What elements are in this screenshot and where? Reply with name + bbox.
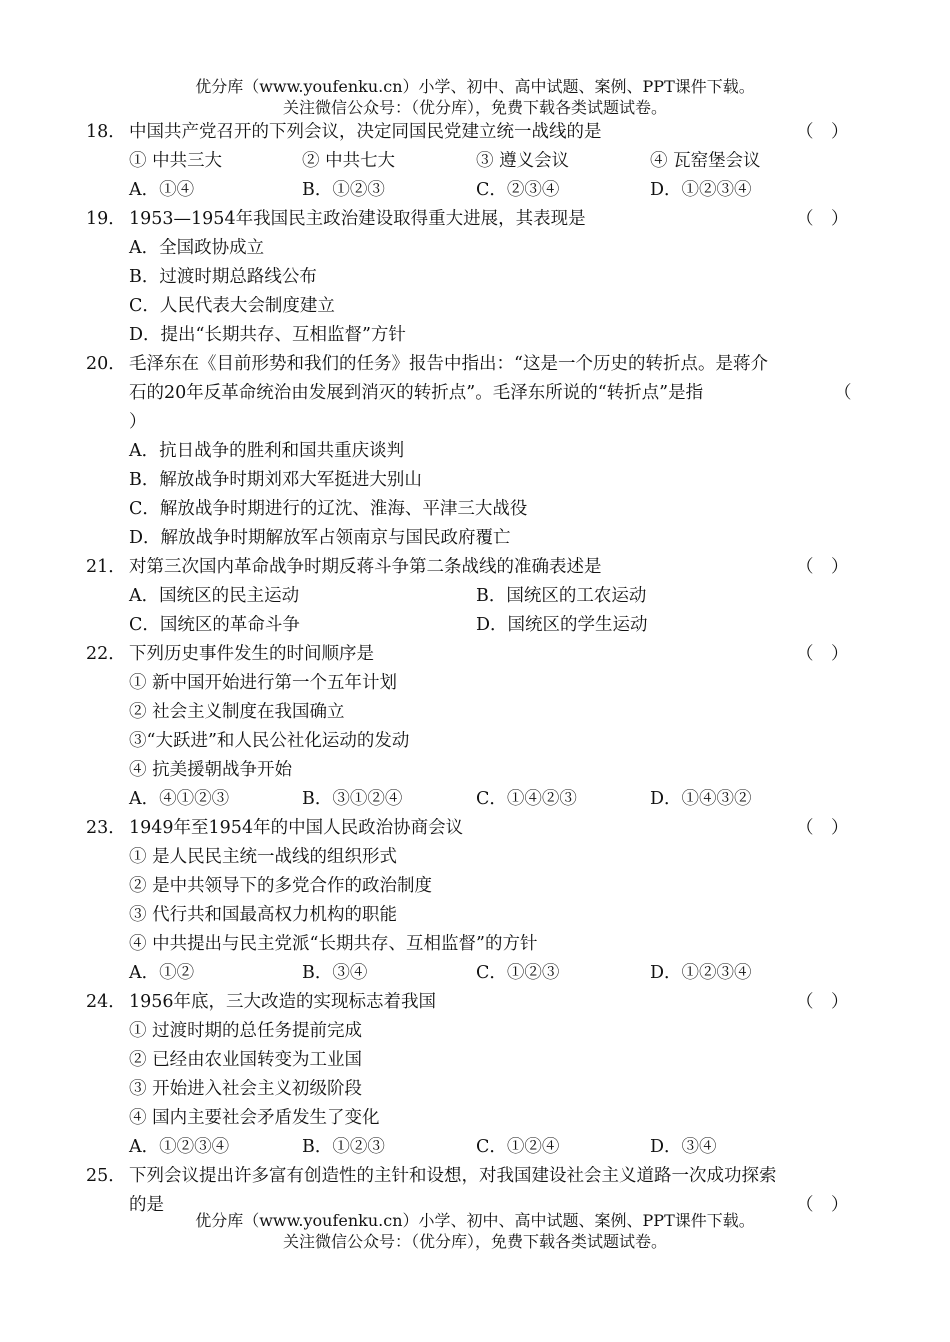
option-d: D．①②③④	[650, 963, 752, 983]
item	[0, 698, 950, 727]
question-19-stem	[0, 205, 950, 234]
item	[0, 669, 950, 698]
question-number: 19．	[86, 209, 126, 229]
item	[0, 727, 950, 756]
question-text: 毛泽东在《目前形势和我们的任务》报告中指出：“这是一个历史的转折点。是蒋介	[129, 354, 768, 374]
item: ① 中共三大	[129, 151, 223, 171]
item-text: ③“大跃进”和人民公社化运动的发动	[129, 731, 410, 751]
item	[0, 1017, 950, 1046]
option-b: B．①②③	[302, 180, 385, 200]
option-a: A．①②③④	[129, 1137, 230, 1157]
option-text: B．过渡时期总路线公布	[129, 267, 317, 287]
question-21-options-row-1	[0, 582, 950, 611]
option-a: A．①②	[129, 963, 195, 983]
option-b: B．①②③	[302, 1137, 385, 1157]
option-b	[0, 263, 950, 292]
option-c: C．国统区的革命斗争	[129, 615, 300, 635]
question-number: 23．	[86, 818, 126, 838]
option-a: A．国统区的民主运动	[129, 586, 300, 606]
option-d	[0, 524, 950, 553]
question-number: 20．	[86, 354, 126, 374]
item	[0, 756, 950, 785]
option-text: C．人民代表大会制度建立	[129, 296, 335, 316]
option-d: D．①②③④	[650, 180, 752, 200]
question-22-options	[0, 785, 950, 814]
question-text: 1953—1954年我国民主政治建设取得重大进展，其表现是	[129, 209, 586, 229]
item	[0, 930, 950, 959]
question-text: 石的20年反革命统治由发展到消灭的转折点”。毛泽东所说的“转折点”是指	[129, 383, 704, 403]
answer-blank: （ ）	[796, 818, 849, 838]
question-20-stem	[0, 350, 950, 379]
question-number: 22．	[86, 644, 126, 664]
answer-blank: （ ）	[796, 557, 849, 577]
item-text: ② 社会主义制度在我国确立	[129, 702, 345, 722]
option-d: D．③④	[650, 1137, 717, 1157]
question-24-stem	[0, 988, 950, 1017]
answer-blank: （ ）	[796, 992, 849, 1012]
question-text: 下列会议提出许多富有创造性的主针和设想，对我国建设社会主义道路一次成功探索	[129, 1166, 777, 1186]
header-line-1: 优分库（www.youfenku.cn）小学、初中、高中试题、案例、PPT课件下载。	[195, 77, 755, 96]
question-20-stem-cont	[0, 379, 950, 408]
answer-blank: （ ）	[796, 1195, 849, 1215]
question-text: 中国共产党召开的下列会议，决定同国民党建立统一战线的是	[129, 122, 602, 142]
footer-line-1: 优分库（www.youfenku.cn）小学、初中、高中试题、案例、PPT课件下载。	[195, 1211, 755, 1230]
answer-blank: （ ）	[796, 122, 849, 142]
item-text: ① 过渡时期的总任务提前完成	[129, 1021, 363, 1041]
option-b: B．③①②④	[302, 789, 403, 809]
question-text: 对第三次国内革命战争时期反蒋斗争第二条战线的准确表述是	[129, 557, 602, 577]
question-number: 25．	[86, 1166, 126, 1186]
question-text: 的是	[129, 1195, 164, 1215]
option-text: D．解放战争时期解放军占领南京与国民政府覆亡	[129, 528, 511, 548]
page-footer-banner	[0, 1210, 950, 1252]
footer-line-2: 关注微信公众号：（优分库），免费下载各类试题试卷。	[282, 1232, 667, 1251]
question-22-stem	[0, 640, 950, 669]
item-text: ③ 开始进入社会主义初级阶段	[129, 1079, 363, 1099]
option-text: D．提出“长期共存、互相监督”方针	[129, 325, 406, 345]
question-23-stem	[0, 814, 950, 843]
question-18-stem	[0, 118, 950, 147]
option-c	[0, 495, 950, 524]
option-c: C．①②④	[476, 1137, 560, 1157]
item-text: ② 是中共领导下的多党合作的政治制度	[129, 876, 433, 896]
answer-blank-close: ）	[129, 412, 147, 432]
item-text: ② 已经由农业国转变为工业国	[129, 1050, 363, 1070]
option-text: A．全国政协成立	[129, 238, 265, 258]
question-23-options	[0, 959, 950, 988]
item	[0, 1104, 950, 1133]
item	[0, 843, 950, 872]
question-number: 18．	[86, 122, 126, 142]
option-b	[0, 466, 950, 495]
item-text: ① 新中国开始进行第一个五年计划	[129, 673, 398, 693]
item	[0, 1075, 950, 1104]
option-c: C．①②③	[476, 963, 560, 983]
option-a: A．①④	[129, 180, 195, 200]
option-a	[0, 234, 950, 263]
option-d: D．①④③②	[650, 789, 752, 809]
question-18-items	[0, 147, 950, 176]
question-21-stem	[0, 553, 950, 582]
option-d: D．国统区的学生运动	[476, 615, 648, 635]
item-text: ③ 代行共和国最高权力机构的职能	[129, 905, 398, 925]
question-text: 1956年底，三大改造的实现标志着我国	[129, 992, 437, 1012]
answer-blank: （ ）	[796, 644, 849, 664]
item: ④ 瓦窑堡会议	[650, 151, 761, 171]
question-25-stem	[0, 1162, 950, 1191]
question-20-paren-close	[0, 408, 950, 437]
option-c: C．②③④	[476, 180, 560, 200]
item	[0, 872, 950, 901]
question-number: 21．	[86, 557, 126, 577]
question-24-options	[0, 1133, 950, 1162]
item-text: ① 是人民民主统一战线的组织形式	[129, 847, 398, 867]
question-list	[0, 118, 950, 1220]
option-a: A．④①②③	[129, 789, 230, 809]
option-text: B．解放战争时期刘邓大军挺进大别山	[129, 470, 422, 490]
option-b: B．③④	[302, 963, 368, 983]
option-text: C．解放战争时期进行的辽沈、淮海、平津三大战役	[129, 499, 528, 519]
item-text: ④ 中共提出与民主党派“长期共存、互相监督”的方针	[129, 934, 538, 954]
question-18-options	[0, 176, 950, 205]
option-a	[0, 437, 950, 466]
answer-blank: （ ）	[796, 209, 849, 229]
option-b: B．国统区的工农运动	[476, 586, 647, 606]
item	[0, 901, 950, 930]
option-c: C．①④②③	[476, 789, 577, 809]
item: ③ 遵义会议	[476, 151, 570, 171]
question-text: 1949年至1954年的中国人民政治协商会议	[129, 818, 464, 838]
option-d	[0, 321, 950, 350]
item-text: ④ 抗美援朝战争开始	[129, 760, 293, 780]
option-text: A．抗日战争的胜利和国共重庆谈判	[129, 441, 405, 461]
question-number: 24．	[86, 992, 126, 1012]
item	[0, 1046, 950, 1075]
item-text: ④ 国内主要社会矛盾发生了变化	[129, 1108, 380, 1128]
page-header-banner	[0, 76, 950, 118]
header-line-2: 关注微信公众号：（优分库），免费下载各类试题试卷。	[282, 98, 667, 117]
question-text: 下列历史事件发生的时间顺序是	[129, 644, 374, 664]
item: ② 中共七大	[302, 151, 396, 171]
question-21-options-row-2	[0, 611, 950, 640]
option-c	[0, 292, 950, 321]
answer-blank-open: （	[834, 383, 852, 403]
